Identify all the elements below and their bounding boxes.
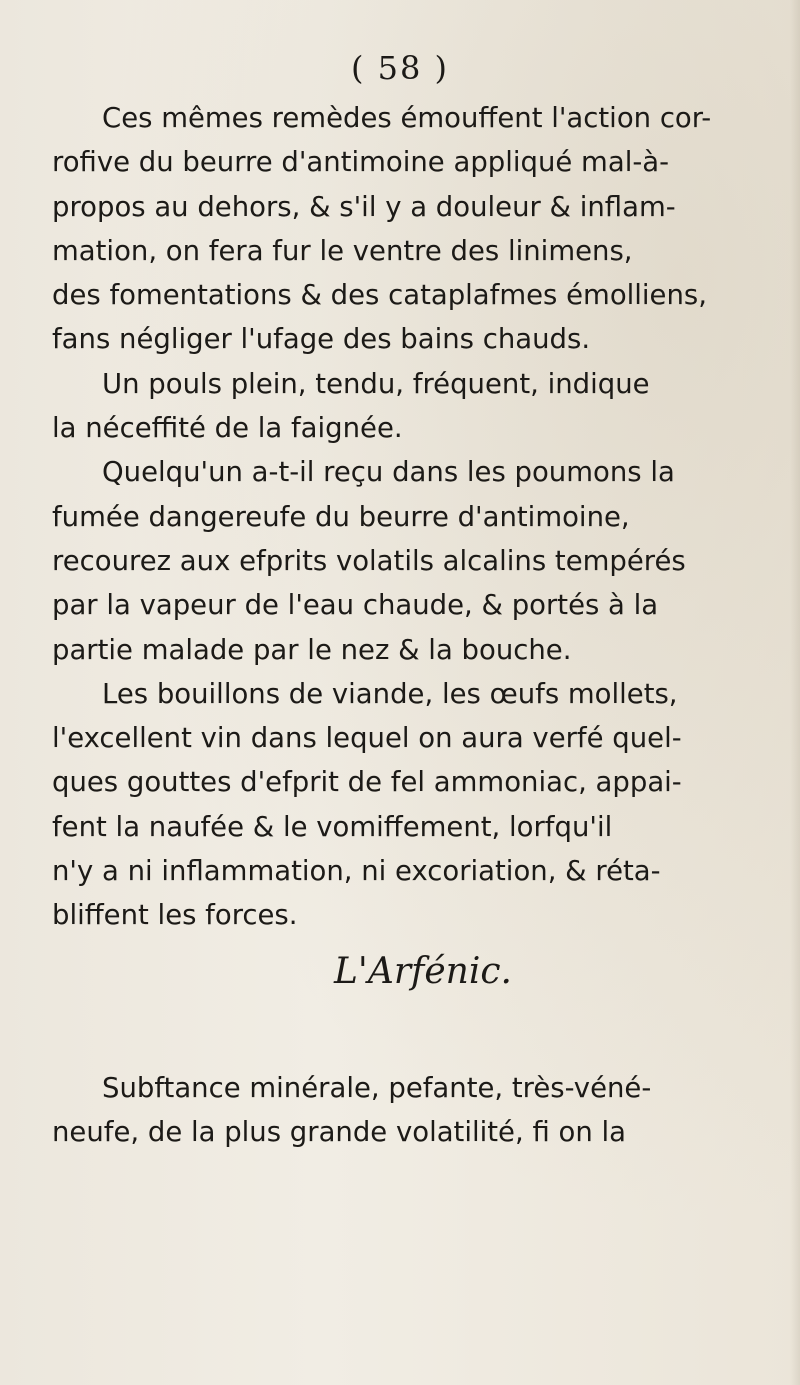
- text-line: par la vapeur de l'eau chaude, & portés à la: [52, 589, 659, 622]
- paragraph-4: [52, 672, 794, 938]
- text-line: rofive du beurre d'antimoine appliqué mal-à-: [52, 146, 670, 179]
- body-text: [52, 96, 794, 1154]
- text-line: mation, on fera fur le ventre des linimens,: [52, 234, 633, 267]
- text-line: ques gouttes d'efprit de fel ammoniac, appai-: [52, 766, 682, 799]
- text-line: l'excellent vin dans lequel on aura verfé quel-: [52, 722, 682, 755]
- text-line: Ces mêmes remèdes émouffent l'action cor-: [102, 102, 712, 134]
- text-line: recourez aux efprits volatils alcalins tempérés: [52, 544, 686, 577]
- paragraph-1: [52, 96, 794, 362]
- text-line: fent la naufée & le vomiffement, lorfqu'il: [52, 810, 613, 843]
- text-line: la néceffité de la faignée.: [52, 412, 403, 445]
- paragraph-5: [52, 1066, 794, 1155]
- text-line: Quelqu'un a-t-il reçu dans les poumons la: [102, 456, 675, 489]
- text-line: Les bouillons de viande, les œufs mollets,: [102, 677, 678, 710]
- text-line: fumée dangereufe du beurre d'antimoine,: [52, 500, 630, 533]
- text-line: des fomentations & des cataplafmes émolliens,: [52, 279, 707, 312]
- paragraph-3: [52, 450, 794, 671]
- spacer: [52, 1048, 794, 1066]
- text-line: Subftance minérale, pefante, très-véné-: [102, 1071, 652, 1104]
- section-heading-block: [52, 938, 794, 1048]
- text-line: Un pouls plein, tendu, fréquent, indique: [102, 367, 650, 400]
- text-line: propos au dehors, & s'il y a douleur & inflam-: [52, 190, 676, 223]
- text-line: n'y a ni inflammation, ni excoriation, & réta-: [52, 855, 661, 888]
- text-line: partie malade par le nez & la bouche.: [52, 633, 572, 666]
- text-line: neufe, de la plus grande volatilité, fi on la: [52, 1115, 626, 1148]
- section-heading: L'Arfénic.: [334, 950, 512, 992]
- paragraph-2: [52, 362, 794, 451]
- text-line: bliffent les forces.: [52, 899, 298, 932]
- text-line: fans négliger l'ufage des bains chauds.: [52, 323, 591, 356]
- page-number: ( 58 ): [350, 49, 450, 87]
